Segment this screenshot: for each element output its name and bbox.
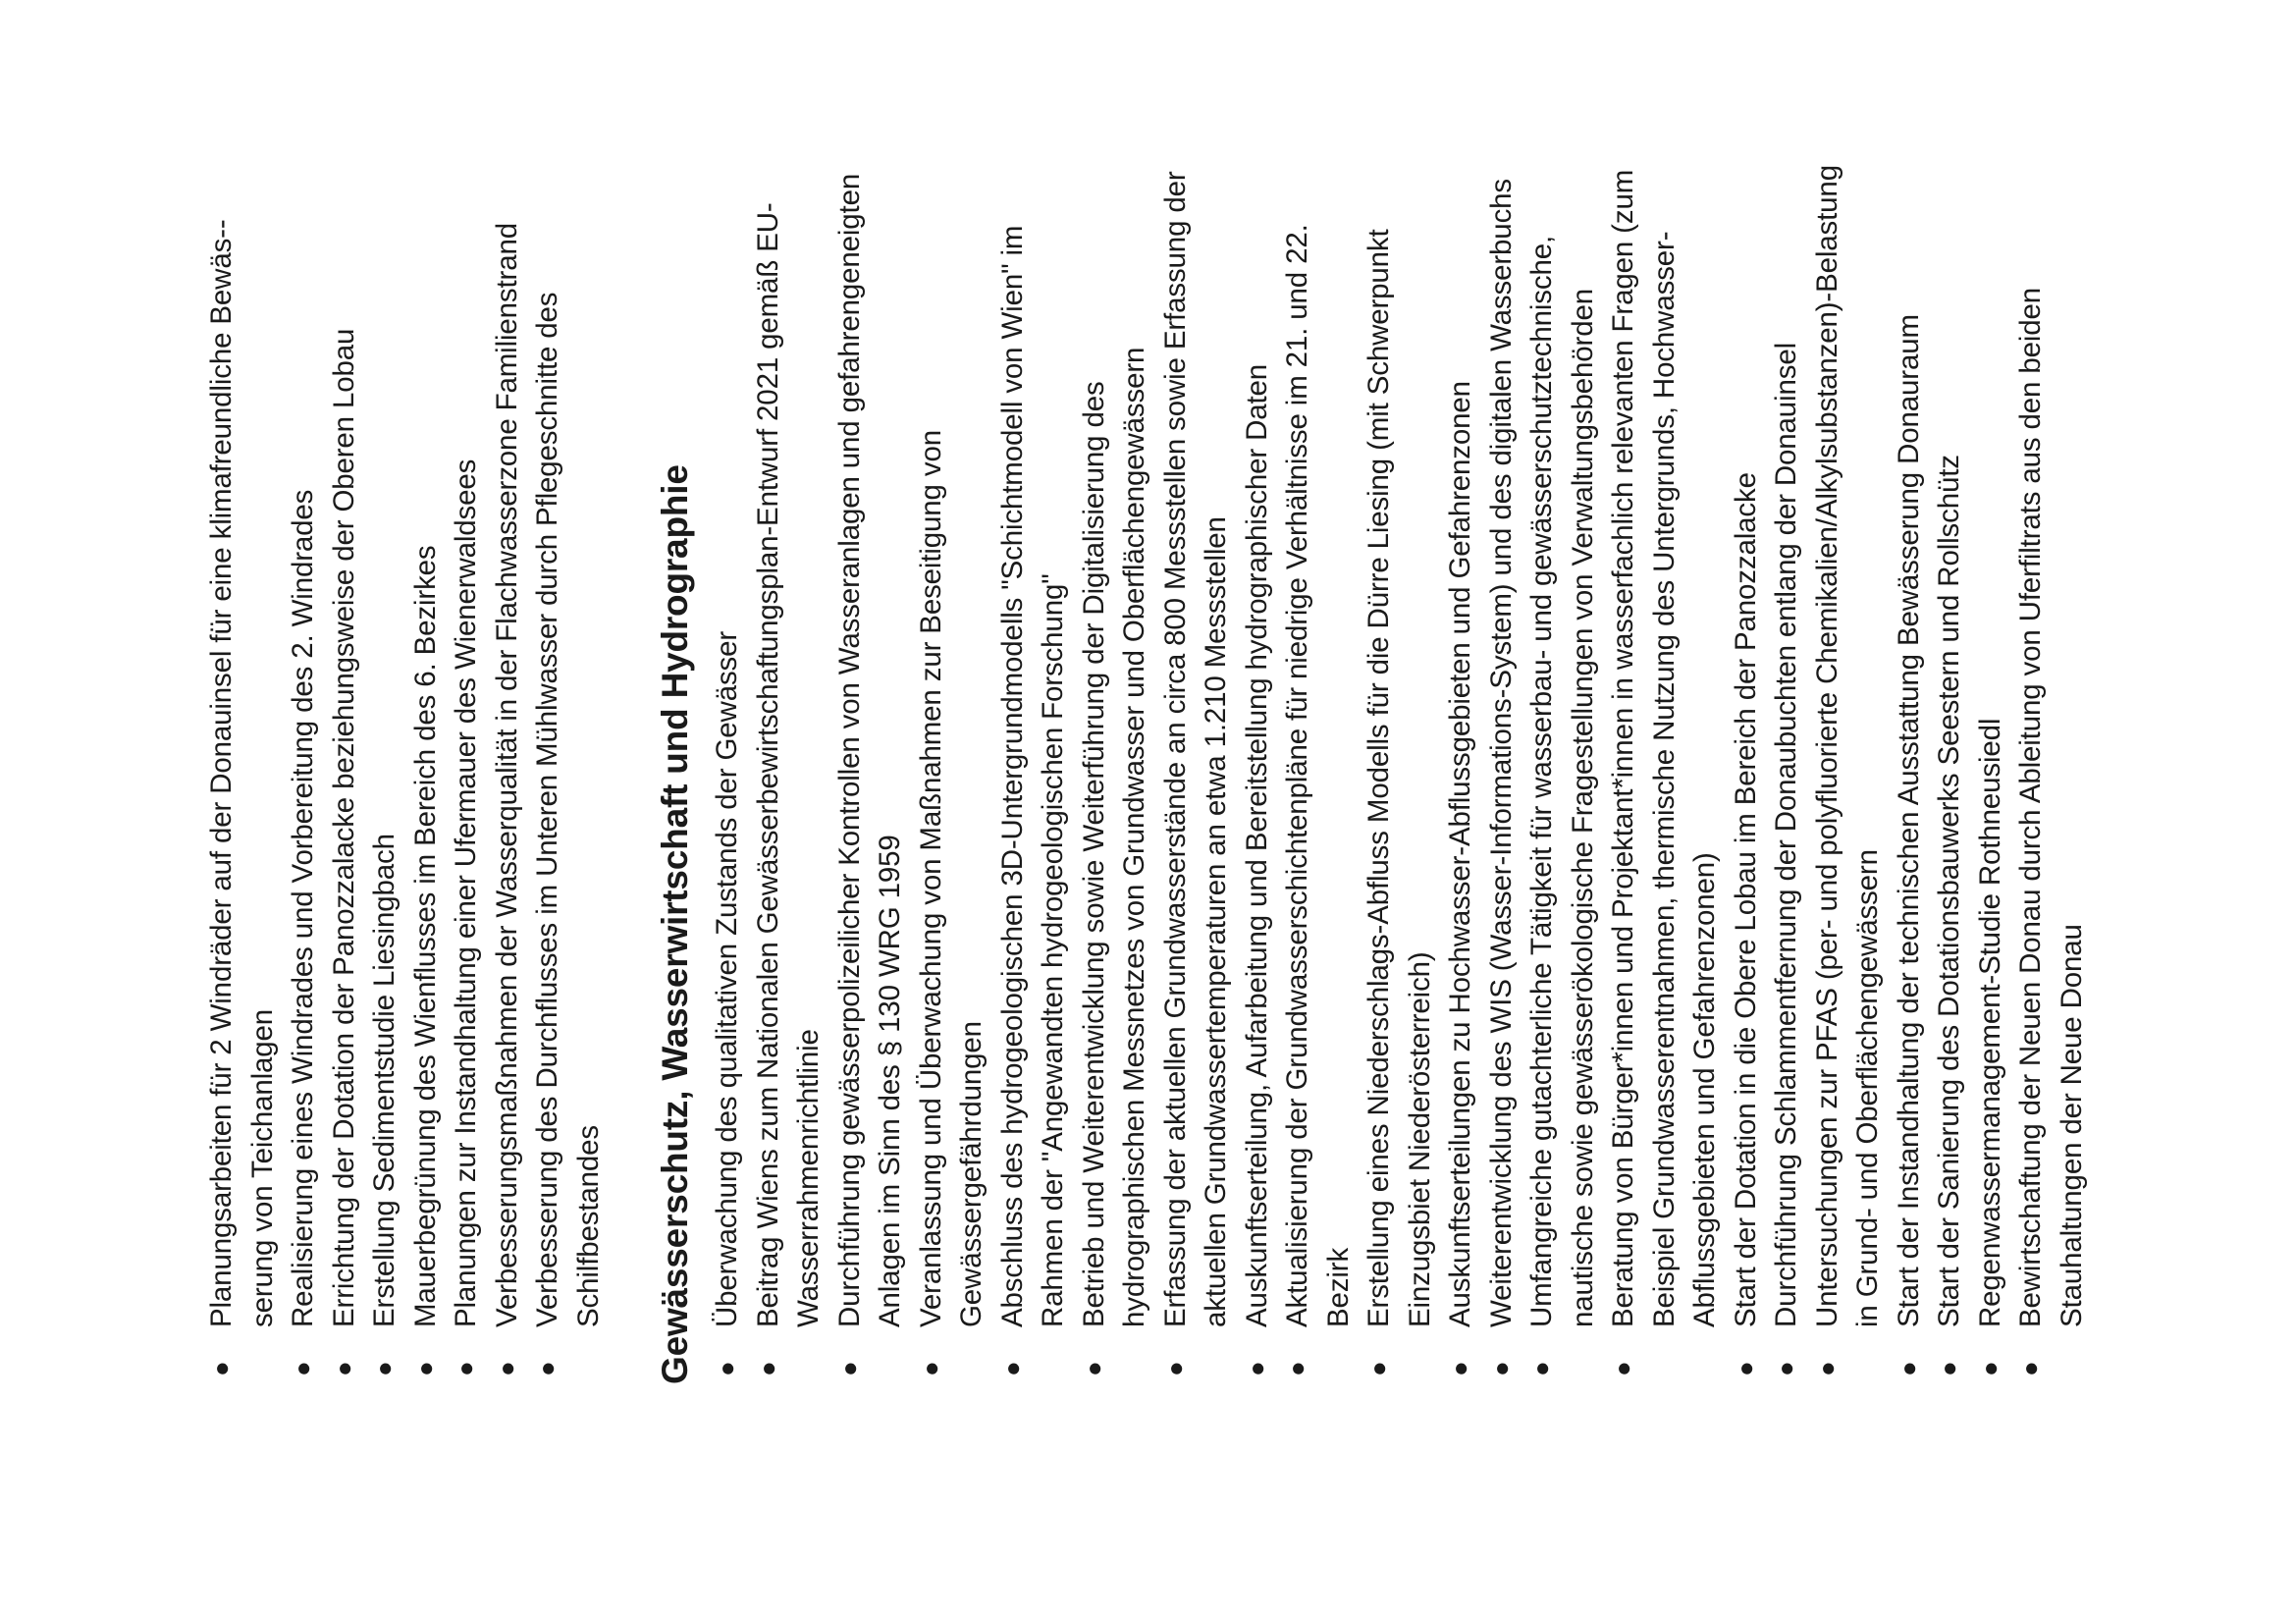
list-item [829, 157, 911, 1384]
list-item-text: Beitrag Wiens zum Nationalen Gewässerbewirtschaftungsplan-Entwurf 2021 gemäß EU-Wasserrahmenrichtlinie [751, 202, 825, 1327]
bullet-icon: ● [409, 1361, 440, 1376]
list-item-text: Erfassung der aktuellen Grundwasserstände an circa 800 Messstellen sowie Erfassung der aktuellen Grundwassertemperaturen an etwa 1.210 Messstellen [1158, 171, 1232, 1327]
bullet-icon: ● [2015, 1361, 2045, 1376]
document-body [201, 157, 2092, 1384]
list-item [707, 157, 748, 1384]
list-item [1074, 157, 1155, 1384]
bullet-icon: ● [1159, 1361, 1190, 1376]
bullet-icon: ● [1934, 1361, 1963, 1376]
list-item [1889, 157, 1930, 1384]
list-item-text: Verbesserungsmaßnahmen der Wasserqualität in der Flachwasserzone Familienstrand [490, 223, 523, 1327]
bullet-icon: ● [451, 1361, 480, 1376]
list-item-text: Überwachung des qualitativen Zustands der Gewässer [711, 630, 743, 1327]
list-item-text: Planungen zur Instandhaltung einer Ufermauer des Wienerwaldsees [450, 458, 482, 1327]
list-item-text: Realisierung eines Windrades und Vorbereitung des 2. Windrades [287, 489, 319, 1327]
list-item [1807, 157, 1889, 1384]
list-item-text: Durchführung gewässerpolizeilicher Kontrollen von Wasseranlagen und gefahrengeneigten Anlagen im Sinn des § 130 WRG 1959 [832, 173, 906, 1327]
list-item-text: Planungsarbeiten für 2 Windräder auf der Donauinsel für eine klimafreundliche Bewäs-serung von Teichanlagen [205, 219, 279, 1327]
list-item [324, 157, 365, 1384]
bullet-icon: ● [1608, 1361, 1637, 1376]
bullet-icon: ● [712, 1361, 741, 1376]
list-item-text: Weiterentwicklung des WIS (Wasser-Informations-System) und des digitalen Wasserbuchs [1484, 178, 1518, 1327]
bullet-icon: ● [206, 1361, 236, 1376]
bullet-icon: ● [1526, 1361, 1556, 1376]
top-bullet-list [201, 157, 609, 1384]
bullet-icon: ● [1282, 1361, 1311, 1376]
bullet-icon: ● [833, 1361, 864, 1376]
section-heading: Gewässerschutz, Wasserwirtschaft und Hydrographie [655, 464, 695, 1384]
list-item [748, 157, 829, 1384]
bullet-icon: ● [1730, 1361, 1760, 1376]
bullet-icon: ● [532, 1361, 561, 1376]
list-item [992, 157, 1074, 1384]
list-item-text: Start der Dotation in die Obere Lobau im Bereich der Panozzalacke [1729, 472, 1762, 1327]
list-item [283, 157, 324, 1384]
list-item [487, 157, 528, 1384]
bullet-icon: ● [915, 1361, 945, 1376]
bullet-icon: ● [1241, 1361, 1271, 1376]
list-item-text: Verbesserung des Durchflusses im Unteren Mühlwasser durch Pflegeschnitte des Schilfbestandes [531, 292, 605, 1327]
bullet-icon: ● [1485, 1361, 1516, 1376]
list-item [446, 157, 487, 1384]
list-item-text: Start der Sanierung des Dotationsbauwerks Seestern und Rollschütz [1933, 455, 1965, 1327]
list-item [364, 157, 405, 1384]
list-item-text: Betrieb und Weiterentwicklung sowie Weiterführung der Digitalisierung des hydrographischen Messnetzes von Grundwasser und Oberflächengewässern [1077, 347, 1150, 1327]
list-item [1155, 157, 1237, 1384]
rotated-page [201, 157, 2145, 1384]
list-item [1766, 157, 1807, 1384]
list-item [1359, 157, 1440, 1384]
list-item-text: Erstellung eines Niederschlags-Abfluss Modells für die Dürre Liesing (mit Schwerpunkt Einzugsbiet Niederösterreich) [1362, 229, 1436, 1327]
bullet-icon: ● [1811, 1361, 1842, 1376]
list-item-text: Erstellung Sedimentstudie Liesingbach [368, 834, 400, 1327]
list-item [1929, 157, 1970, 1384]
bullet-icon: ● [1771, 1361, 1800, 1376]
bullet-icon: ● [1974, 1361, 2004, 1376]
list-item-text: Durchführung Schlammentfernung der Donaubuchten entlang der Donauinsel [1770, 343, 1802, 1327]
list-item-text: Errichtung der Dotation der Panozzalacke beziehungsweise der Oberen Lobau [327, 328, 360, 1327]
bullet-icon: ● [369, 1361, 399, 1376]
list-item [405, 157, 447, 1384]
bullet-icon: ● [752, 1361, 782, 1376]
list-item [1726, 157, 1767, 1384]
list-item-text: Bewirtschaftung der Neuen Donau durch Ableitung von Uferfiltrats aus den beiden Stauhaltungen der Neue Donau [2014, 287, 2088, 1327]
list-item-text: Veranlassung und Überwachung von Maßnahmen zur Beseitigung von Gewässergefährdungen [914, 430, 988, 1327]
list-item-text: Auskunftserteilungen zu Hochwasser-Abflussgebieten und Gefahrenzonen [1444, 381, 1476, 1327]
bullet-icon: ● [328, 1361, 358, 1376]
list-item [1277, 157, 1359, 1384]
list-item [2010, 157, 2092, 1384]
list-item [1237, 157, 1278, 1384]
list-item [527, 157, 609, 1384]
bullet-icon: ● [1445, 1361, 1474, 1376]
list-item [1440, 157, 1481, 1384]
bullet-icon: ● [1363, 1361, 1393, 1376]
list-item-text: Aktualisierung der Grundwasserschichtenpläne für niedrige Verhältnisse im 21. und 22. Bezirk [1281, 224, 1355, 1327]
list-item [1603, 157, 1726, 1384]
list-item-text: Start der Instandhaltung der technischen Ausstattung Bewässerung Donauraum [1892, 314, 1925, 1327]
bullet-icon: ● [1893, 1361, 1923, 1376]
list-item [1970, 157, 2011, 1384]
list-item-text: Umfangreiche gutachterliche Tätigkeit für wasserbau- und gewässerschutztechnische, nautische sowie gewässerökologische Fragestellungen von Verwaltungsbehörden [1525, 235, 1599, 1327]
list-item-text: Regenwassermanagement-Studie Rothneusiedl [1973, 718, 2006, 1327]
list-item-text: Abschluss des hydrogeologischen 3D-Untergrundmodells "Schichtmodell von Wien" im Rahmen der "Angewandten hydrogeologischen Forschung" [995, 225, 1069, 1327]
list-item [201, 157, 283, 1384]
bullet-icon: ● [1078, 1361, 1108, 1376]
list-item-text: Beratung von Bürger*innen und Projektant*innen in wasserfachlich relevanten Fragen (zum Beispiel Grundwasserentnahmen, thermische Nutzung des Untergrunds, Hochwasser-Abflussgebieten und Gefahrenzonen) [1607, 169, 1721, 1327]
list-item-text: Auskunftserteilung, Aufarbeitung und Bereitstellung hydrographischer Daten [1240, 363, 1273, 1327]
list-item [1481, 157, 1522, 1384]
list-item-text: Untersuchungen zur PFAS (per- und polyfluorierte Chemikalien/Alkylsubstanzen)-Belastung in Grund- und Oberflächengewässern [1810, 165, 1884, 1327]
list-item [1522, 157, 1603, 1384]
bullet-icon: ● [491, 1361, 521, 1376]
list-item-text: Mauerbegrünung des Wienflusses im Bereich des 6. Bezirkes [408, 545, 442, 1327]
section-bullet-list [707, 157, 2092, 1384]
bullet-icon: ● [996, 1361, 1027, 1376]
list-item [911, 157, 992, 1384]
bullet-icon: ● [288, 1361, 317, 1376]
